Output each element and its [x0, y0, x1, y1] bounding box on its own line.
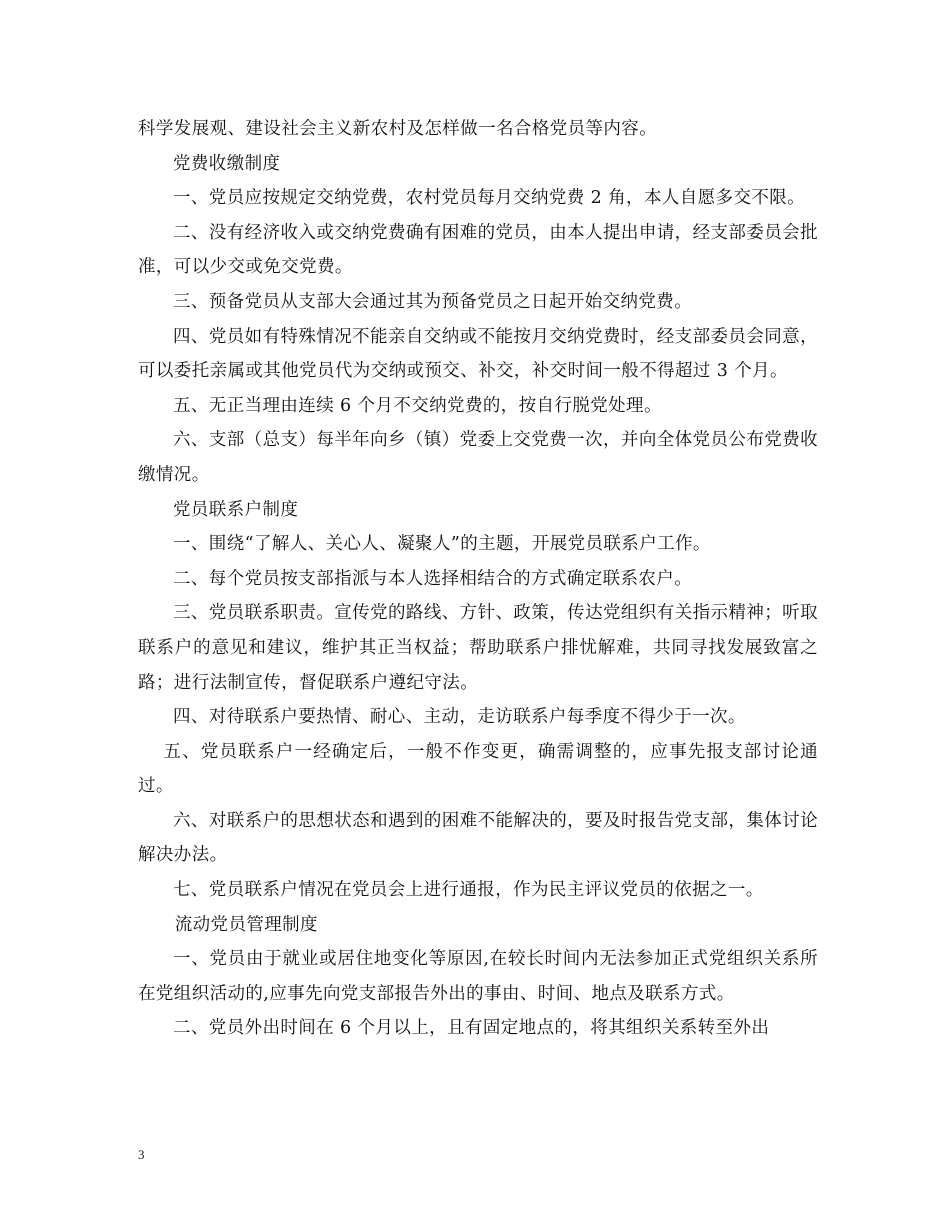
paragraph: 六、支部（总支）每半年向乡（镇）党委上交党费一次，并向全体党员公布党费收缴情况。: [138, 430, 818, 485]
paragraph: 六、对联系户的思想状态和遇到的困难不能解决的，要及时报告党支部，集体讨论解决办法。: [138, 810, 818, 866]
paragraph: 二、每个党员按支部指派与本人选择相结合的方式确定联系农户。: [173, 568, 693, 589]
paragraph: 二、党员外出时间在 6 个月以上，且有固定地点的，将其组织关系转至外出: [173, 1018, 770, 1039]
paragraph: 三、预备党员从支部大会通过其为预备党员之日起开始交纳党费。: [173, 291, 693, 312]
paragraph: 一、围绕“了解人、关心人、凝聚人”的主题，开展党员联系户工作。: [173, 534, 711, 555]
paragraph: 一、党员由于就业或居住地变化等原因,在较长时间内无法参加正式党组织关系所在党组织活动的,应事先向党支部报告外出的事由、时间、地点及联系方式。: [138, 949, 818, 1004]
paragraph: 五、党员联系户一经确定后，一般不作变更，确需调整的，应事先报支部讨论通过。: [138, 741, 818, 797]
section-heading-mobile-members: 流动党员管理制度: [174, 914, 318, 935]
page-number: 3: [138, 1147, 145, 1162]
paragraph: 三、党员联系职责。宣传党的路线、方针、政策，传达党组织有关指示精神；听取联系户的意见和建议，维护其正当权益；帮助联系户排忧解难，共同寻找发展致富之路；进行法制宣传，督促联系户遵纪守法。: [138, 603, 818, 693]
paragraph: 四、党员如有特殊情况不能亲自交纳或不能按月交纳党费时，经支部委员会同意，可以委托亲属或其他党员代为交纳或预交、补交，补交时间一般不得超过 3 个月。: [138, 326, 818, 382]
section-heading-liaison: 党员联系户制度: [173, 499, 299, 520]
body-text: [138, 112, 818, 1046]
paragraph: 科学发展观、建设社会主义新农村及怎样做一名合格党员等内容。: [138, 119, 658, 139]
section-heading-dues: 党费收缴制度: [173, 153, 281, 174]
paragraph: 二、没有经济收入或交纳党费确有困难的党员，由本人提出申请，经支部委员会批准，可以少交或免交党费。: [138, 222, 818, 278]
paragraph: 七、党员联系户情况在党员会上进行通报，作为民主评议党员的依据之一。: [173, 880, 764, 901]
paragraph: 五、无正当理由连续 6 个月不交纳党费的，按自行脱党处理。: [173, 395, 662, 416]
paragraph: 一、党员应按规定交纳党费，农村党员每月交纳党费 2 角，本人自愿多交不限。: [173, 188, 806, 209]
paragraph: 四、对待联系户要热情、耐心、主动，走访联系户每季度不得少于一次。: [173, 707, 746, 728]
